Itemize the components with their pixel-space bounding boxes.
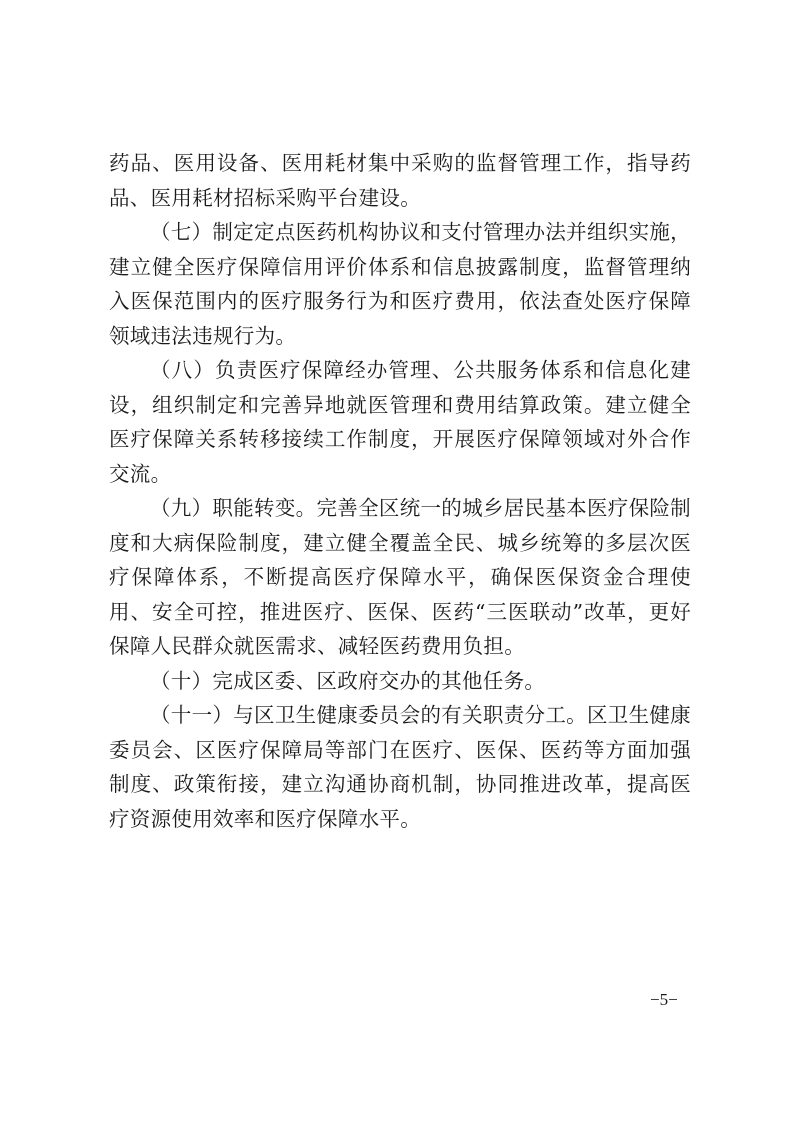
paragraph-item-7: （七）制定定点医药机构协议和支付管理办法并组织实施，建立健全医疗保障信用评价体系和信息披露制度，监督管理纳入医保范围内的医疗服务行为和医疗费用，依法查处医疗保障领域违法违规行为。 [109,220,691,348]
document-body [109,146,691,836]
paragraph-item-10: （十）完成区委、区政府交办的其他任务。 [150,668,546,693]
paragraph-continuation: 药品、医用设备、医用耗材集中采购的监督管理工作，指导药品、医用耗材招标采购平台建设。 [109,151,691,210]
paragraph-item-11: （十一）与区卫生健康委员会的有关职责分工。区卫生健康委员会、区医疗保障局等部门在医疗、医保、医药等方面加强制度、政策衔接，建立沟通协商机制，协同推进改革，提高医疗资源使用效率和医疗保障水平。 [109,703,691,831]
paragraph-item-9: （九）职能转变。完善全区统一的城乡居民基本医疗保险制度和大病保险制度，建立健全覆盖全民、城乡统筹的多层次医疗保障体系，不断提高医疗保障水平，确保医保资金合理使用、安全可控，推进医疗、医保、医药“三医联动”改革，更好保障人民群众就医需求、减轻医药费用负担。 [109,496,691,658]
paragraph-item-8: （八）负责医疗保障经办管理、公共服务体系和信息化建设，组织制定和完善异地就医管理和费用结算政策。建立健全医疗保障关系转移接续工作制度，开展医疗保障领域对外合作交流。 [109,358,691,486]
page-number: −5− [650,990,678,1009]
